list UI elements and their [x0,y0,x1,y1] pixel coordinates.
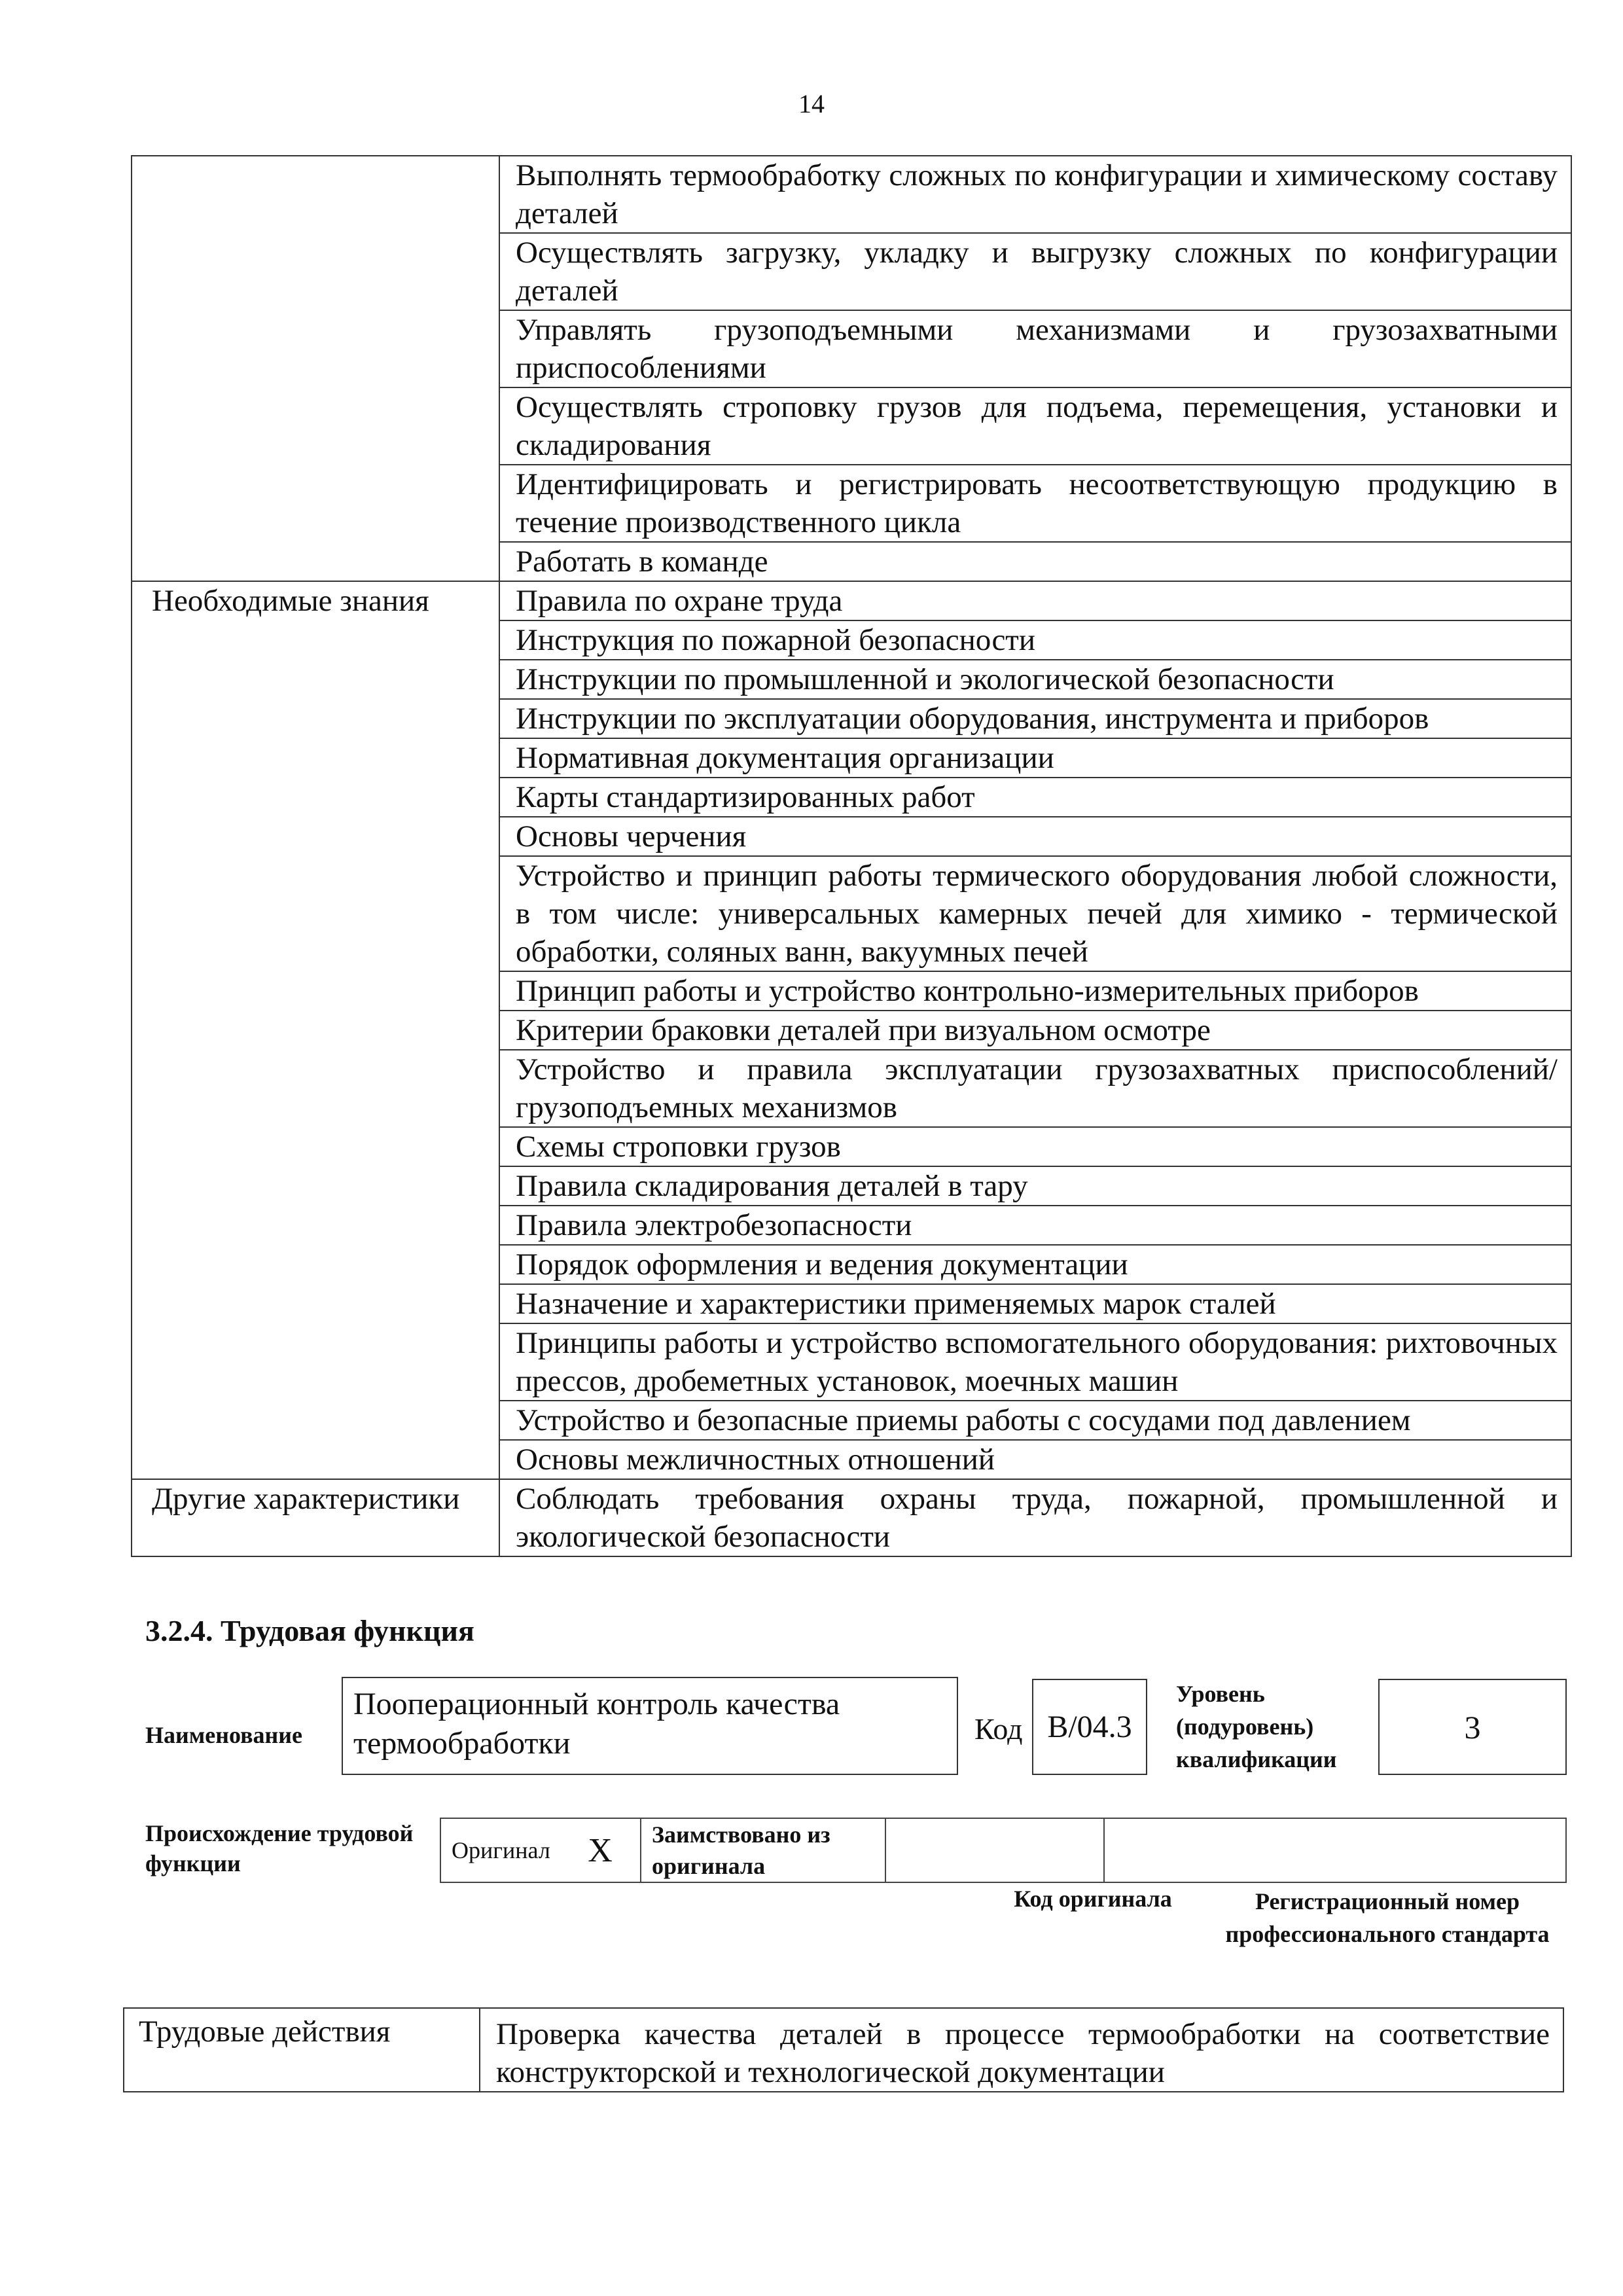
knowledge-item: Правила по охране труда [499,581,1571,620]
knowledge-item: Устройство и принцип работы термического оборудования любой сложности, в том числе: универсальных камерных печей для химико - термической обработки, соляных ванн, вакуумных печей [499,856,1571,971]
knowledge-item: Основы черчения [499,817,1571,856]
level-label: Уровень (подуровень) квалификации [1176,1681,1337,1772]
name-value: Пооперационный контроль качества термообработки [342,1677,958,1775]
skills-label-cell [132,156,499,233]
knowledge-item: Инструкции по промышленной и экологической безопасности [499,660,1571,699]
competency-table [131,155,1572,1557]
other-characteristics-value: Соблюдать требования охраны труда, пожарной, промышленной и экологической безопасности [499,1479,1571,1556]
knowledge-item: Нормативная документация организации [499,738,1571,778]
skill-item: Работать в команде [499,542,1571,581]
knowledge-item: Правила электробезопасности [499,1206,1571,1245]
reg-number-cell [1104,1818,1566,1882]
skill-item: Управлять грузоподъемными механизмами и грузозахватными приспособлениями [499,310,1571,387]
name-label: Наименование [145,1722,302,1748]
table-row [124,2008,1563,2092]
table-row [132,310,1571,387]
actions-label: Трудовые действия [124,2008,480,2092]
knowledge-label: Необходимые знания [132,581,499,1479]
borrowed-label: Заимствовано из оригинала [641,1818,885,1882]
knowledge-item: Назначение и характеристики применяемых марок сталей [499,1284,1571,1323]
knowledge-item: Карты стандартизированных работ [499,778,1571,817]
knowledge-item: Инструкция по пожарной безопасности [499,620,1571,660]
origin-table [440,1818,1567,1883]
table-row [440,1818,1566,1882]
skill-item: Осуществлять загрузку, укладку и выгрузку сложных по конфигурации деталей [499,233,1571,310]
knowledge-item: Порядок оформления и ведения документации [499,1245,1571,1284]
knowledge-item: Принципы работы и устройство вспомогательного оборудования: рихтовочных прессов, дробеметных установок, моечных машин [499,1323,1571,1401]
table-row [132,465,1571,542]
origin-label: Происхождение трудовой функции [145,1820,414,1876]
knowledge-item: Принцип работы и устройство контрольно-измерительных приборов [499,971,1571,1011]
knowledge-item: Схемы строповки грузов [499,1127,1571,1166]
skill-item: Идентифицировать и регистрировать несоответствующую продукцию в течение производственного цикла [499,465,1571,542]
code-value: В/04.3 [1032,1679,1147,1775]
code-original-cell [885,1818,1104,1882]
table-row [132,1479,1571,1556]
reg-number-caption: Регистрационный номер профессионального стандарта [1225,1888,1550,1947]
table-row [132,233,1571,310]
skill-item: Осуществлять строповку грузов для подъема, перемещения, установки и складирования [499,387,1571,465]
knowledge-item: Устройство и правила эксплуатации грузозахватных приспособлений/грузоподъемных механизмов [499,1050,1571,1127]
level-value: 3 [1378,1679,1567,1775]
actions-value: Проверка качества деталей в процессе термообработки на соответствие конструкторской и технологической документации [480,2008,1563,2092]
knowledge-item: Критерии браковки деталей при визуальном осмотре [499,1011,1571,1050]
original-mark: X [560,1818,641,1882]
code-original-caption: Код оригинала [1014,1886,1172,1912]
skill-item: Выполнять термообработку сложных по конфигурации и химическому составу деталей [499,156,1571,233]
knowledge-item: Правила складирования деталей в тару [499,1166,1571,1206]
knowledge-item: Устройство и безопасные приемы работы с сосудами под давлением [499,1401,1571,1440]
table-row [132,156,1571,233]
table-row [132,387,1571,465]
page-number: 14 [798,89,825,118]
knowledge-item: Основы межличностных отношений [499,1440,1571,1479]
table-row [132,581,1571,620]
original-label: Оригинал [440,1818,560,1882]
other-characteristics-label: Другие характеристики [132,1479,499,1556]
code-label: Код [974,1712,1023,1746]
knowledge-item: Инструкции по эксплуатации оборудования, инструмента и приборов [499,699,1571,738]
section-title: 3.2.4. Трудовая функция [145,1614,474,1647]
table-row [132,542,1571,581]
labor-actions-table [123,2007,1564,2092]
